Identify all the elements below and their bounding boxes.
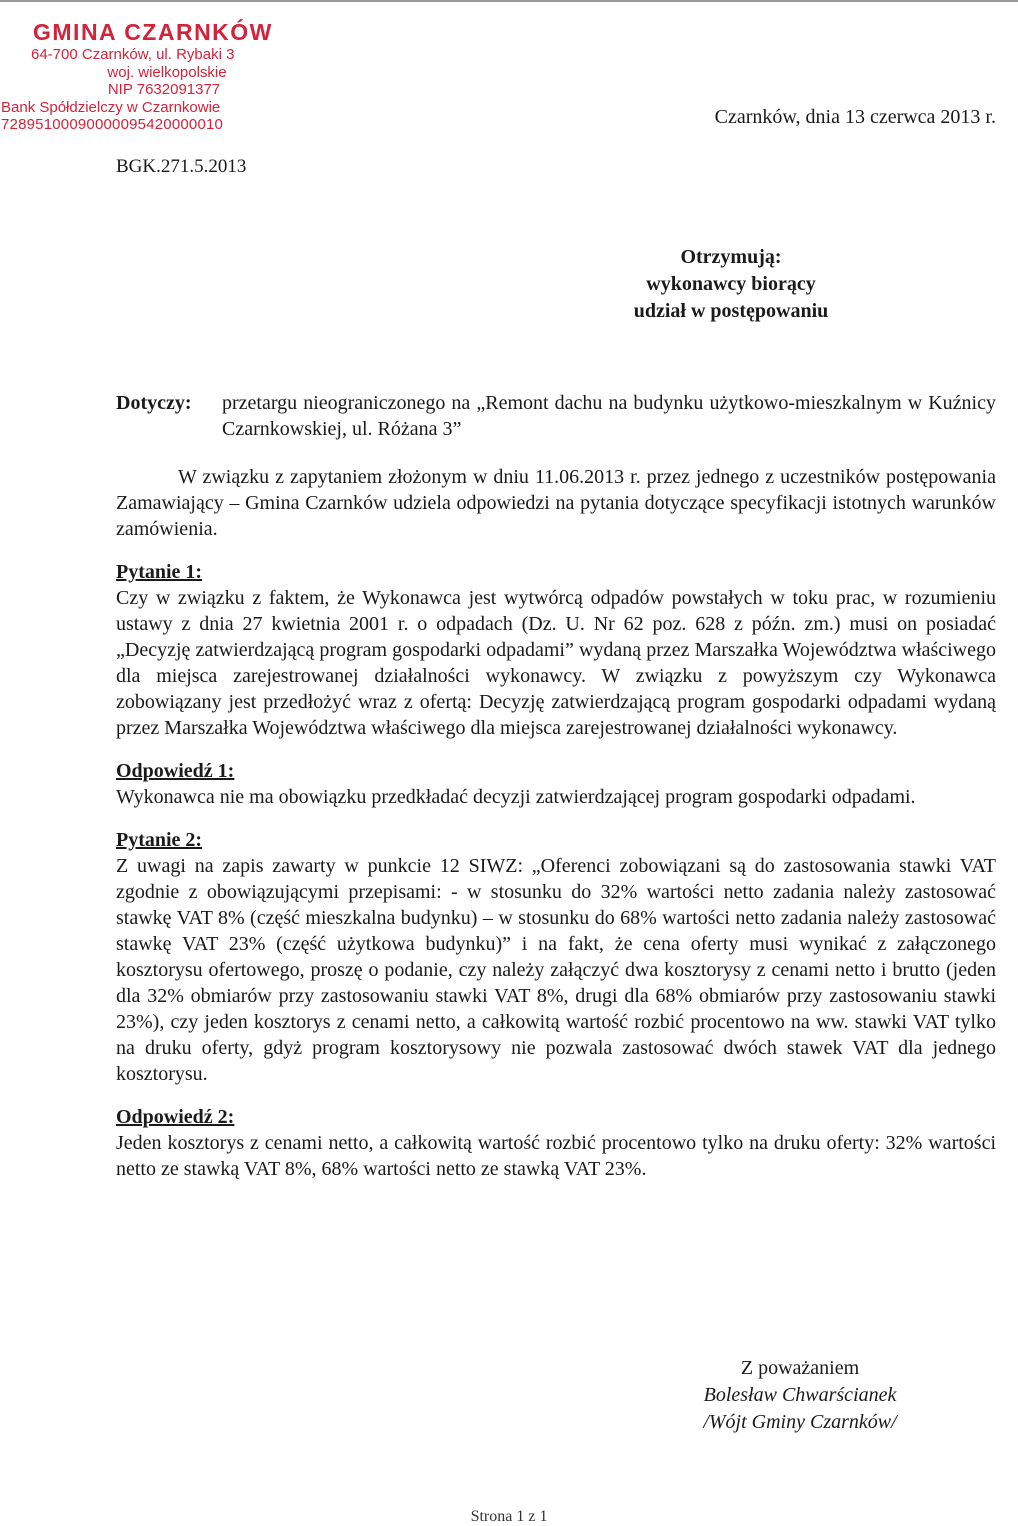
recipients-line: udział w postępowaniu bbox=[633, 300, 829, 322]
stamp-address: 64-700 Czarnków, ul. Rybaki 3 bbox=[31, 46, 235, 63]
stamp-bank: Bank Spółdzielczy w Czarnkowie bbox=[1, 98, 221, 116]
subject-text: przetargu nieograniczonego na „Remont dachu na budynku użytkowo-mieszkalnym w Kuźnicy Czarnkowskiej, ul. Różana 3” bbox=[222, 392, 996, 440]
stamp-voivodeship: woj. wielkopolskie bbox=[107, 63, 227, 81]
answer-1-text: Wykonawca nie ma obowiązku przedkładać decyzji zatwierdzającej program gospodarki odpadami. bbox=[116, 786, 916, 808]
intro-paragraph: W związku z zapytaniem złożonym w dniu 11.06.2013 r. przez jednego z uczestników postępowania Zamawiający – Gmina Czarnków udziela odpowiedzi na pytania dotyczące specyfikacji istotnych warunków zamówienia. bbox=[116, 466, 996, 540]
question-1-section bbox=[116, 559, 996, 741]
answer-1-section bbox=[116, 758, 996, 810]
question-2-text: Z uwagi na zapis zawarty w punkcie 12 SIWZ: „Oferenci zobowiązani są do zastosowania stawki VAT zgodnie z obowiązującymi przepisami: - w stosunku do 32% wartości netto zadania należy zastosować stawkę VAT 8% (część mieszkalna budynku) – w stosunku do 68% wartości netto zadania należy zastosować stawkę VAT 23% (część użytkowa budynku)” i na fakt, że cena oferty musi wynikać z załączonego kosztorysu ofertowego, proszę o podanie, czy należy załączyć dwa kosztorysy z cenami netto i brutto (jeden dla 32% obmiarów przy zastosowaniu stawki VAT 8%, drugi dla 68% obmiarów przy zastosowaniu stawki 23%), czy jeden kosztorys z cenami netto, a całkowitą wartość rozbić procentowo na ww. stawki VAT tylko na druku oferty, gdyż program kosztorysowy nie pozwala zastosować dwóch stawek VAT dla jednego kosztorysu. bbox=[116, 855, 996, 1085]
letter-body bbox=[116, 464, 996, 1182]
reference-number: BGK.271.5.2013 bbox=[116, 156, 247, 177]
recipients-line: wykonawcy biorący bbox=[646, 273, 816, 295]
signatory-title: /Wójt Gminy Czarnków/ bbox=[703, 1411, 897, 1433]
question-1-heading: Pytanie 1: bbox=[116, 561, 203, 583]
question-2-heading: Pytanie 2: bbox=[116, 829, 203, 851]
signature-block bbox=[680, 1355, 920, 1436]
answer-2-heading: Odpowiedź 2: bbox=[116, 1106, 235, 1128]
answer-2-text: Jeden kosztorys z cenami netto, a całkowitą wartość rozbić procentowo tylko na druku oferty: 32% wartości netto ze stawką VAT 8%, 68% wartości netto ze stawką VAT 23%. bbox=[116, 1132, 996, 1180]
signatory-name: Bolesław Chwarścianek bbox=[703, 1384, 897, 1406]
top-border-line bbox=[0, 0, 1018, 2]
recipients-block bbox=[560, 244, 902, 325]
subject-block bbox=[116, 390, 996, 442]
answer-1-heading: Odpowiedź 1: bbox=[116, 760, 235, 782]
question-1-text: Czy w związku z faktem, że Wykonawca jest wytwórcą odpadów powstałych w toku prac, w rozumieniu ustawy z dnia 27 kwietnia 2001 r. o odpadach (Dz. U. Nr 62 poz. 628 z późn. zm.) musi on posiadać „Decyzję zatwierdzającą program gospodarki odpadami” wydaną przez Marszałka Województwa właściwego dla miejsca zarejestrowanej działalności wykonawcy. W związku z powyższym czy Wykonawca zobowiązany jest przedłożyć wraz z ofertą: Decyzję zatwierdzającą program gospodarki odpadami wydaną przez Marszałka Województwa właściwego dla miejsca zarejestrowanej działalności wykonawcy. bbox=[116, 587, 996, 739]
stamp-account: 72895100090000095420000010 bbox=[1, 116, 224, 133]
page-number: Strona 1 z 1 bbox=[470, 1508, 548, 1525]
question-2-section bbox=[116, 827, 996, 1087]
closing-regards: Z poważaniem bbox=[740, 1357, 860, 1379]
answer-2-section bbox=[116, 1104, 996, 1182]
stamp-nip: NIP 7632091377 bbox=[107, 81, 221, 98]
document-date: Czarnków, dnia 13 czerwca 2013 r. bbox=[714, 106, 996, 128]
municipality-stamp bbox=[1, 18, 322, 134]
stamp-title: GMINA CZARNKÓW bbox=[33, 19, 273, 45]
subject-label: Dotyczy: bbox=[116, 392, 192, 414]
recipients-label: Otrzymują: bbox=[680, 246, 782, 268]
